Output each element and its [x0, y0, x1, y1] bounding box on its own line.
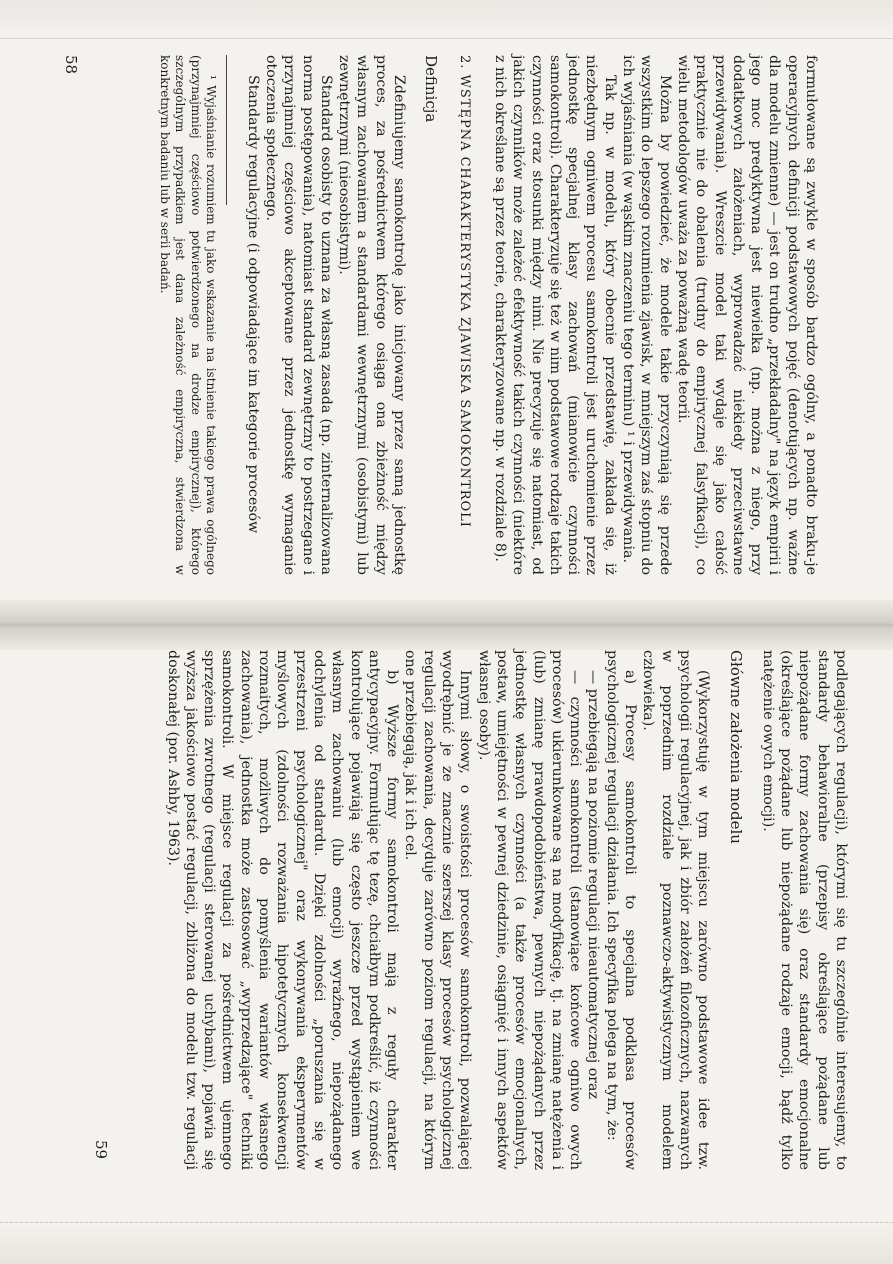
- page-58: [60, 55, 820, 575]
- paragraph: a) Procesy samokontroli to specjalna podklasa procesów psychologicznej regulacji działania. Ich specyfika polega na tym, że:: [603, 650, 639, 1170]
- paragraph: podlegających regulacji), którymi się tu szczególnie interesujemy, to standardy behawioralne (przepisy określające pożądane lub niepożądane formy zachowania się) oraz standardy emocjonalne (określające pożądane lub niepożądane rodzaje emocji, bądź tylko natężenie owych emocji).: [759, 650, 849, 1170]
- paragraph: formułowane są zwykle w sposób bardzo ogólny, a ponadto braku-je operacyjnych definicji podstawowych pojęć (denotujących np. ważne dla modelu zmienne) — jest on trudno „przekładalny" na język empirii i jego moc predyktywna jest niewielka (np. można z niego, przy dodatkowych założeniach, wyprowadzać niekiedy przeciwstawne przewidywania). Wreszcie model taki wydaje się jako całość praktycznie nie do obalenia (trudny do empirycznej falsyfikacji), co wielu metodologów uważa za poważną wadę teorii.: [674, 55, 819, 575]
- paragraph: (Wykorzystuję w tym miejscu zarówno podstawowe idee tzw. psychologii regulacyjnej, jak i zbiór założeń filozoficznych, nazwanych w poprzednim rozdziale poznawczo-aktywistycznym modelem człowieka).: [640, 650, 712, 1170]
- definition-paragraph: Zdefiniujemy samokontrolę jako inicjowany przez samą jednostkę proces, za pośrednictwem którego osiąga ona zbieżność między własnym zachowaniem a standardami wewnętrznymi (osobistymi) lub zewnętrznymi (nieosobistymi).: [336, 55, 408, 575]
- paragraph: Innymi słowy, o swoistości procesów samokontroli, pozwalającej wyodrębnić je ze znacznie szerszej klasy procesów psychologicznej regulacji zachowania, decyduje zarówno poziom regulacji, na którym one przebiegają, jak i ich cel.: [402, 650, 474, 1170]
- page-59: [90, 650, 850, 1170]
- definition-heading: Definicja: [422, 55, 441, 123]
- section-title: 2. WSTĘPNA CHARAKTERYSTYKA ZJAWISKA SAMOKONTROLI: [456, 55, 472, 528]
- scan-top-edge: [0, 0, 893, 39]
- paragraph: Tak np. w modelu, który obecnie przedstawię, zakłada się, iż niezbędnym ogniwem procesu samokontroli jest uruchomienie przez jednostkę specjalnej klasy zachowań (mianowicie czynności samokontroli). Charakteryzuje się też w nim podstawowe rodzaje takich czynności oraz stosunki między nimi. Nie precyzuje się natomiast, od jakich czynników może zależeć efektywność takich czynności (niektóre z nich określane są przez teorie, charakteryzowane np. w rozdziale 8).: [491, 55, 618, 575]
- book-binding-shadow: [0, 600, 893, 650]
- paragraph: — czynności samokontroli (stanowiące końcowe ogniwo owych procesów) ukierunkowane są na modyfikację, tj. na zmianę natężenia i (lub) zmianę prawdopodobieństwa, pewnych niepożądanych przez jednostkę własnych czynności (a także procesów emocjonalnych, postaw, umiejętności w pewnej dziedzinie, osiągnięć i innych aspektów własnej osoby).: [475, 650, 584, 1170]
- definition-paragraph: Standardy regulacyjne (i odpowiadające im kategorie procesów: [244, 75, 261, 534]
- scan-bottom-edge: [0, 1222, 893, 1264]
- footnote-divider: [226, 55, 227, 205]
- paragraph: — przebiegają na poziomie regulacji nieautomatycznej oraz: [585, 670, 602, 1099]
- definition-paragraph: Standard osobisty to uznana za własną zasada (np. zinternalizowana norma postępowania), natomiast standard zewnętrzny to postrzegane i przynajmniej częściowo akceptowane przez jednostkę wymaganie otoczenia społecznego.: [262, 55, 334, 575]
- page-number: 59: [92, 1140, 110, 1160]
- section-heading: Główne założenia modelu: [726, 650, 745, 844]
- footnote: ¹ Wyjaśnianie rozumiem tu jako wskazanie na istnienie takiego prawa ogólnego (przynajmniej częściowo potwierdzonego na drodze empirycznej), którego szczególnym przypadkiem jest dana zależność empiryczna, stwierdzona w konkretnym badaniu lub w serii badań.: [157, 55, 219, 575]
- page-number: 58: [62, 55, 80, 75]
- paragraph: b) Wyższe formy samokontroli mają z reguły charakter antycypacyjny. Formułując tę tezę, chciałbym podkreślić, iż czynności kontrolujące pojawiają się często jeszcze przed wystąpieniem we własnym zachowaniu (lub emocji) wyraźnego, niepożądanego odchylenia od standardu. Dzięki zdolności „poruszania się w przestrzeni psychologicznej" oraz wykonywania eksperymentów myślowych (zdolności rozważania hipotetycznych konsekwencji rozmaitych, możliwych do pomyślenia wariantów własnego zachowania), jednostka może zastosować „wyprzedzające" techniki samokontroli. W miejsce regulacji za pośrednictwem ujemnego sprzężenia zwrotnego (regulacji sterowanej uchybami), pojawia się wyższa jakościowo postać regulacji, zbliżona do modelu tzw. regulacji doskonałej (por. Ashby, 1963).: [164, 650, 401, 1170]
- paragraph: Można by powiedzieć, że modele takie przyczyniają się przede wszystkim do lepszego rozumienia zjawisk, w mniejszym zaś stopniu do ich wyjaśniania (w wąskim znaczeniu tego terminu) ¹ i przewidywania.: [620, 55, 673, 575]
